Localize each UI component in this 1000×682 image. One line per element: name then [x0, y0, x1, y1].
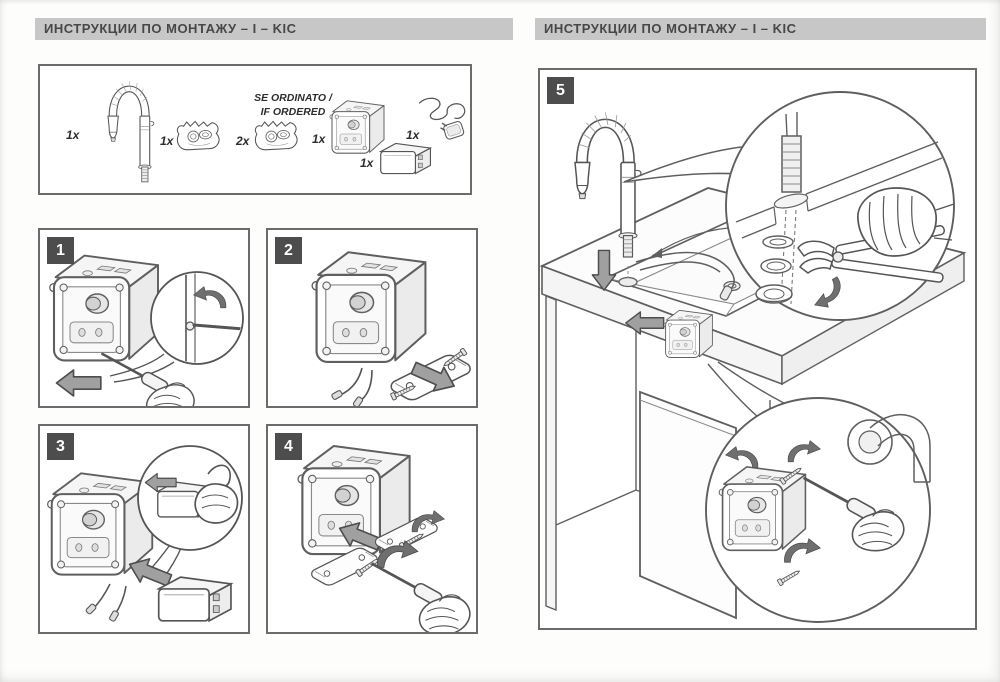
power-adapter-icon [419, 98, 465, 140]
step-3-panel [38, 424, 250, 634]
control-box-icon [50, 256, 158, 361]
remove-direction-arrow [57, 370, 101, 396]
control-box-icon [312, 252, 425, 362]
step-1-badge: 1 [47, 237, 74, 264]
gasket-bag-icon [177, 121, 219, 149]
step-2-badge: 2 [275, 237, 302, 264]
qty-battery: 1x [360, 156, 374, 170]
step-3-badge: 3 [47, 433, 74, 460]
page-title-left: ИНСТРУКЦИИ ПО МОНТАЖУ – I – KIC [35, 18, 513, 40]
battery-icon [159, 577, 231, 621]
gasket-bag-optional-icon [255, 121, 297, 149]
step-4-panel [266, 424, 478, 634]
step-5-illustration [540, 70, 975, 628]
if-ordered-note-line1: SE ORDINATO / [254, 92, 332, 104]
step-4-badge: 4 [275, 433, 302, 460]
mounting-nut [756, 285, 792, 303]
control-box-icon [48, 473, 153, 574]
step-5-panel [538, 68, 977, 630]
qty-adapter: 1x [406, 128, 420, 142]
faucet-icon [108, 81, 154, 182]
if-ordered-note-line2: IF ORDERED [260, 105, 326, 118]
qty-control-box: 1x [312, 132, 326, 146]
page-title-right: ИНСТРУКЦИИ ПО МОНТАЖУ – I – KIC [535, 18, 986, 40]
if-ordered-note [240, 92, 346, 119]
qty-gasket-bag-optional: 2x [236, 134, 250, 148]
magnifier-circle [151, 272, 243, 364]
gasket [761, 259, 791, 273]
control-box-icon [719, 467, 805, 551]
washer [763, 236, 793, 248]
package-contents-panel [38, 64, 472, 195]
qty-faucet: 1x [66, 128, 80, 142]
step-5-badge: 5 [547, 77, 574, 104]
hand-with-screwdriver-icon [373, 564, 470, 632]
step-2-panel [266, 228, 478, 408]
battery-icon [381, 143, 431, 173]
qty-gasket-bag: 1x [160, 134, 174, 148]
cabinet-side [546, 296, 556, 610]
counter-hole [619, 278, 637, 287]
control-box-icon [664, 310, 713, 357]
step-1-panel [38, 228, 250, 408]
